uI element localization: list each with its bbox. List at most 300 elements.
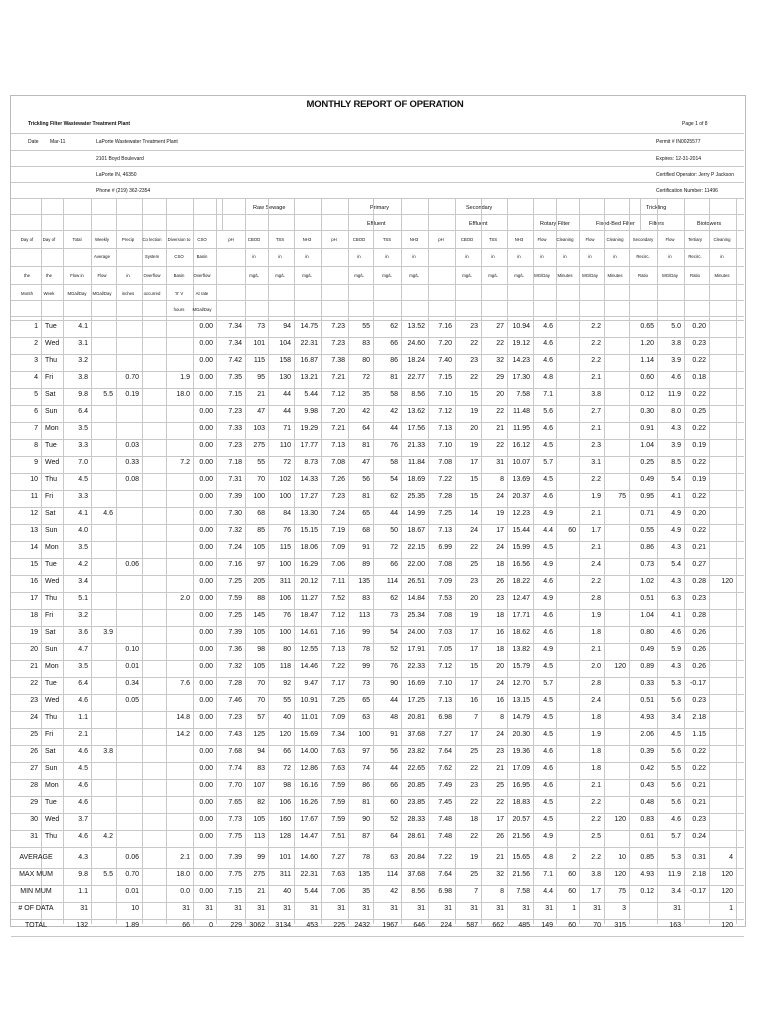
table-cell: 87 [362, 833, 370, 840]
column-header: NH3 [409, 237, 419, 242]
column-header: pH [438, 237, 444, 242]
table-cell: 14.00 [300, 748, 318, 755]
row-divider [11, 388, 744, 389]
table-cell: 145 [253, 612, 265, 619]
table-cell: 60 [568, 527, 576, 534]
table-cell: 1.9 [180, 374, 190, 381]
table-cell: 7.74 [228, 765, 242, 772]
table-cell: 7.21 [331, 425, 345, 432]
table-cell: 35 [362, 391, 370, 398]
row-divider [11, 711, 744, 712]
table-cell: 110 [279, 442, 291, 449]
table-cell: 7.59 [228, 595, 242, 602]
table-cell: 4.6 [543, 425, 553, 432]
column-header: Basin [196, 254, 208, 259]
table-cell: 0.61 [640, 833, 654, 840]
summary-cell: 31 [470, 905, 478, 912]
column-header: MGal/Day [92, 291, 112, 296]
row-divider [11, 166, 744, 167]
table-cell: 3.3 [78, 442, 88, 449]
table-cell: 3.6 [78, 629, 88, 636]
column-divider [142, 198, 143, 924]
column-header: in [517, 254, 521, 259]
summary-label: MAX MUM [19, 871, 53, 878]
table-cell: 58 [390, 391, 398, 398]
date-label: Date [28, 139, 39, 145]
table-cell: 22.00 [407, 561, 425, 568]
summary-cell: 31 [80, 905, 88, 912]
table-cell: Wed [45, 816, 60, 823]
table-cell: 0.26 [692, 629, 706, 636]
table-cell: 13.82 [512, 646, 530, 653]
summary-cell: 66 [182, 922, 190, 929]
group-trickling-filters: Filters [649, 221, 664, 227]
table-cell: 6.4 [78, 680, 88, 687]
table-cell: 55 [257, 459, 265, 466]
table-cell: 0.00 [199, 663, 213, 670]
column-divider [709, 198, 710, 924]
table-cell: 7.10 [438, 391, 452, 398]
table-cell: 26 [496, 833, 504, 840]
table-cell: 4.1 [671, 612, 681, 619]
table-cell: 20.57 [512, 816, 530, 823]
table-cell: 7.25 [228, 578, 242, 585]
table-cell: 7.70 [228, 782, 242, 789]
table-cell: 14.46 [300, 663, 318, 670]
table-cell: 0.00 [199, 765, 213, 772]
column-header: Flow in [70, 273, 84, 278]
table-cell: 18 [496, 612, 504, 619]
table-cell: 23.82 [407, 748, 425, 755]
table-cell: 14.47 [300, 833, 318, 840]
table-cell: 4.7 [78, 646, 88, 653]
row-divider [11, 337, 744, 338]
table-cell: 7.18 [228, 459, 242, 466]
row-divider [11, 439, 744, 440]
summary-cell: 60 [568, 888, 576, 895]
table-cell: 17 [470, 459, 478, 466]
table-cell: 14.99 [407, 510, 425, 517]
address-line: Phone # (219) 362-2354 [96, 188, 151, 194]
table-cell: 0.21 [692, 782, 706, 789]
table-cell: 19 [30, 629, 38, 636]
table-cell: 7.1 [543, 391, 553, 398]
column-header: Day of [42, 237, 56, 242]
column-header: Flow [665, 237, 675, 242]
table-cell: 160 [279, 816, 291, 823]
table-cell: 4.6 [543, 765, 553, 772]
table-cell: 2.2 [591, 799, 601, 806]
table-cell: 22 [470, 544, 478, 551]
row-divider [11, 660, 744, 661]
table-cell: 66 [390, 561, 398, 568]
table-cell: 58 [390, 459, 398, 466]
table-cell: 7.16 [331, 629, 345, 636]
table-cell: 3.2 [78, 357, 88, 364]
address-line: LaPorte Wastewater Treatment Plant [96, 139, 178, 145]
table-cell: 7.33 [228, 425, 242, 432]
table-cell: 11.84 [408, 459, 425, 466]
table-cell: 7.17 [331, 680, 345, 687]
table-cell: 47 [362, 459, 370, 466]
table-cell: 0.26 [692, 646, 706, 653]
table-cell: 0.83 [640, 816, 654, 823]
summary-cell: 31 [444, 905, 452, 912]
column-header: in [412, 254, 416, 259]
table-cell: Thu [45, 357, 58, 364]
table-cell: 1.9 [591, 493, 601, 500]
column-header: in [540, 254, 544, 259]
table-cell: 7.10 [438, 442, 452, 449]
row-divider [11, 316, 744, 317]
table-cell: 4 [34, 374, 38, 381]
table-cell: 6.99 [438, 544, 452, 551]
table-cell: 4.5 [78, 765, 88, 772]
column-header: Month [21, 291, 33, 296]
table-cell: 27 [30, 765, 38, 772]
summary-cell: 587 [466, 922, 478, 929]
table-cell: 0.00 [199, 731, 213, 738]
table-cell: 17 [470, 680, 478, 687]
summary-cell: 7.75 [228, 871, 242, 878]
table-cell: 0.42 [640, 765, 654, 772]
table-cell: 0.23 [692, 816, 706, 823]
column-header: in [720, 254, 724, 259]
table-cell: 1.14 [640, 357, 654, 364]
table-cell: 101 [253, 340, 265, 347]
table-cell: 2.2 [591, 816, 601, 823]
table-cell: 90 [390, 680, 398, 687]
table-cell: 0.22 [692, 425, 706, 432]
table-cell: 120 [614, 663, 626, 670]
table-cell: 97 [257, 561, 265, 568]
row-divider [11, 541, 744, 542]
table-cell: 88 [257, 595, 265, 602]
column-header: Ratio [689, 273, 701, 278]
table-cell: 4.6 [78, 833, 88, 840]
column-header: in [465, 254, 469, 259]
table-cell: Mon [45, 663, 59, 670]
table-cell: 22.33 [407, 663, 425, 670]
table-cell: 7.59 [331, 799, 345, 806]
table-cell: 17 [30, 595, 38, 602]
table-cell: 4.6 [543, 578, 553, 585]
table-cell: 44 [390, 765, 398, 772]
table-cell: 0.00 [199, 816, 213, 823]
summary-cell: 25 [470, 871, 478, 878]
table-cell: 8.56 [411, 391, 425, 398]
table-cell: 90 [362, 816, 370, 823]
table-cell: 0.26 [692, 663, 706, 670]
table-cell: 3 [34, 357, 38, 364]
table-cell: 7.10 [438, 680, 452, 687]
table-cell: 44 [390, 510, 398, 517]
table-cell: 7.26 [331, 476, 345, 483]
table-cell: 15.15 [300, 527, 318, 534]
table-cell: 4.3 [671, 544, 681, 551]
table-cell: 0.00 [199, 459, 213, 466]
table-cell: 105 [253, 816, 265, 823]
summary-cell: 101 [279, 854, 291, 861]
table-cell: 65 [362, 697, 370, 704]
table-cell: 7.25 [228, 612, 242, 619]
summary-cell: 0.85 [640, 854, 654, 861]
table-cell: Sun [45, 408, 58, 415]
table-cell: 54 [390, 476, 398, 483]
table-cell: 66 [390, 340, 398, 347]
table-cell: 15.99 [512, 544, 530, 551]
table-cell: 8.0 [671, 408, 681, 415]
table-cell: 7.75 [228, 833, 242, 840]
table-cell: 66 [283, 748, 291, 755]
table-cell: 20.37 [512, 493, 530, 500]
table-cell: 71 [283, 425, 291, 432]
column-header: At rate [195, 291, 209, 296]
table-cell: 23.85 [407, 799, 425, 806]
table-cell: 7.23 [228, 714, 242, 721]
table-cell: 14.79 [512, 714, 530, 721]
table-cell: 76 [283, 612, 291, 619]
table-cell: 44 [283, 391, 291, 398]
table-cell: 22 [496, 340, 504, 347]
table-cell: 128 [279, 833, 291, 840]
summary-cell: 31 [417, 905, 425, 912]
summary-cell: 18.0 [176, 871, 190, 878]
table-cell: 102 [279, 476, 291, 483]
table-cell: 40 [283, 714, 291, 721]
table-cell: 1.7 [591, 527, 601, 534]
table-cell: 4.9 [543, 595, 553, 602]
table-cell: 22 [470, 340, 478, 347]
table-cell: Mon [45, 425, 59, 432]
table-cell: 3.9 [671, 357, 681, 364]
table-cell: 22 [496, 442, 504, 449]
table-cell: 0.06 [125, 561, 139, 568]
table-cell: Tue [45, 799, 57, 806]
summary-cell: 31 [205, 905, 213, 912]
table-cell: 24 [496, 680, 504, 687]
row-divider [11, 490, 744, 491]
group-fixed-bed-filter: Fixed-Bed Filter [596, 221, 635, 227]
table-cell: 118 [279, 663, 291, 670]
table-cell: 100 [279, 493, 291, 500]
table-cell: 7.42 [228, 357, 242, 364]
table-cell: 7.09 [331, 544, 345, 551]
table-cell: 0.25 [640, 459, 654, 466]
table-cell: 1.15 [692, 731, 706, 738]
table-cell: 20.12 [300, 578, 318, 585]
table-cell: 7.13 [438, 697, 452, 704]
summary-cell: 4.3 [78, 854, 88, 861]
table-cell: 15 [470, 493, 478, 500]
table-cell: 7.65 [228, 799, 242, 806]
table-cell: 4.5 [543, 697, 553, 704]
column-header: Cleaning [556, 237, 574, 242]
table-cell: Sun [45, 765, 58, 772]
table-cell: 0.22 [692, 493, 706, 500]
table-cell: 0.21 [692, 544, 706, 551]
table-cell: 20 [496, 663, 504, 670]
table-cell: 5.6 [543, 408, 553, 415]
table-cell: 2.4 [591, 561, 601, 568]
table-cell: 0.60 [640, 374, 654, 381]
summary-cell: 7.15 [228, 888, 242, 895]
table-cell: 7.35 [228, 374, 242, 381]
summary-cell: 135 [358, 871, 370, 878]
summary-cell: 35 [362, 888, 370, 895]
row-divider [11, 248, 744, 249]
summary-cell: 0.12 [640, 888, 654, 895]
summary-cell: 7.1 [543, 871, 553, 878]
table-cell: 4.4 [543, 527, 553, 534]
table-cell: 7.08 [331, 459, 345, 466]
table-cell: 0.00 [199, 374, 213, 381]
table-cell: 22 [30, 680, 38, 687]
table-cell: 83 [362, 340, 370, 347]
group-rotary-filter: Rotary Filter [540, 221, 570, 227]
summary-cell: 0.06 [125, 854, 139, 861]
table-cell: 5.6 [671, 748, 681, 755]
table-cell: 0.55 [640, 527, 654, 534]
table-cell: 16 [496, 697, 504, 704]
table-cell: Tue [45, 442, 57, 449]
table-cell: 22 [496, 799, 504, 806]
table-cell: 7.0 [78, 459, 88, 466]
group-secondary: Secondary [466, 205, 493, 211]
table-cell: 18.47 [300, 612, 318, 619]
table-cell: 82 [257, 799, 265, 806]
summary-cell: 4.93 [640, 871, 654, 878]
table-cell: 0.33 [125, 459, 139, 466]
column-header: NH3 [302, 237, 312, 242]
table-cell: 0.19 [125, 391, 139, 398]
table-cell: 7.03 [438, 629, 452, 636]
table-cell: 29 [30, 799, 38, 806]
table-cell: 56 [390, 748, 398, 755]
table-cell: 7.13 [438, 425, 452, 432]
summary-cell: 3 [622, 905, 626, 912]
column-header: System [144, 254, 160, 259]
table-cell: 7.30 [228, 510, 242, 517]
column-header: in [278, 254, 282, 259]
summary-cell: 0.00 [199, 854, 213, 861]
table-cell: 3.9 [103, 629, 113, 636]
table-cell: 5.4 [671, 561, 681, 568]
certified-operator: Certified Operator: Jerry P Jackson [656, 172, 734, 178]
table-cell: 3.9 [671, 442, 681, 449]
column-header: mg/L [249, 273, 259, 278]
table-cell: 2.2 [591, 476, 601, 483]
table-cell: 7 [474, 714, 478, 721]
table-cell: 3.8 [78, 374, 88, 381]
table-cell: 105 [253, 629, 265, 636]
table-cell: 5.0 [671, 323, 681, 330]
summary-cell: 9.8 [78, 871, 88, 878]
table-cell: Mon [45, 782, 59, 789]
table-cell: 0.00 [199, 833, 213, 840]
table-cell: 13.21 [300, 374, 318, 381]
table-cell: 4.6 [543, 612, 553, 619]
table-cell: 84 [283, 510, 291, 517]
group-biotowers: Biotowers [697, 221, 722, 227]
summary-label: TOTAL [25, 922, 47, 929]
table-cell: 7.13 [331, 646, 345, 653]
table-cell: 18 [496, 646, 504, 653]
table-cell: 14.23 [512, 357, 530, 364]
summary-cell: 3.4 [671, 888, 681, 895]
column-header: Recirc. [636, 254, 650, 259]
summary-cell: 21.56 [512, 871, 530, 878]
table-cell: 7.2 [180, 459, 190, 466]
row-divider [11, 198, 744, 199]
summary-cell: 5.44 [304, 888, 318, 895]
summary-cell: 60 [568, 871, 576, 878]
table-cell: 8.5 [671, 459, 681, 466]
table-cell: 4.9 [543, 561, 553, 568]
table-cell: 9 [34, 459, 38, 466]
table-cell: 3.3 [78, 493, 88, 500]
column-header: Ratio [637, 273, 649, 278]
table-cell: 1 [34, 323, 38, 330]
summary-cell: 63 [390, 854, 398, 861]
table-cell: 5.7 [543, 459, 553, 466]
row-divider [11, 473, 744, 474]
table-cell: 4.5 [543, 442, 553, 449]
table-cell: 23 [496, 595, 504, 602]
summary-cell: 120 [721, 888, 733, 895]
table-cell: 0.20 [692, 510, 706, 517]
table-cell: 20.30 [512, 731, 530, 738]
table-cell: 4.6 [543, 357, 553, 364]
summary-cell: 7.27 [331, 854, 345, 861]
table-cell: 14.2 [176, 731, 190, 738]
table-cell: 7.12 [331, 391, 345, 398]
row-divider [11, 558, 744, 559]
table-cell: 60 [390, 799, 398, 806]
summary-cell: 1.7 [591, 888, 601, 895]
table-cell: 18.69 [407, 476, 425, 483]
table-cell: 4.5 [543, 816, 553, 823]
summary-cell: 19 [470, 854, 478, 861]
table-cell: 7.48 [438, 833, 452, 840]
table-cell: 0.00 [199, 578, 213, 585]
table-cell: 105 [253, 663, 265, 670]
summary-cell: 11.9 [667, 871, 681, 878]
table-cell: 113 [253, 833, 265, 840]
table-cell: Thu [45, 595, 58, 602]
table-cell: 2.0 [180, 595, 190, 602]
table-cell: 103 [253, 425, 265, 432]
table-cell: 0.70 [125, 374, 139, 381]
table-cell: 64 [390, 833, 398, 840]
column-header: in [385, 254, 389, 259]
table-cell: 20 [496, 391, 504, 398]
column-header: Total [72, 237, 82, 242]
table-cell: 12.23 [512, 510, 530, 517]
table-cell: 17 [496, 527, 504, 534]
table-cell: 19 [470, 612, 478, 619]
table-cell: 0.51 [640, 595, 654, 602]
summary-cell: 4 [729, 854, 733, 861]
table-cell: 2.1 [591, 544, 601, 551]
summary-cell: 2 [572, 854, 576, 861]
table-cell: 100 [253, 493, 265, 500]
table-cell: 4.6 [671, 374, 681, 381]
table-cell: 9.8 [78, 391, 88, 398]
table-cell: 74 [362, 765, 370, 772]
table-cell: 4.9 [543, 646, 553, 653]
table-cell: 100 [279, 561, 291, 568]
